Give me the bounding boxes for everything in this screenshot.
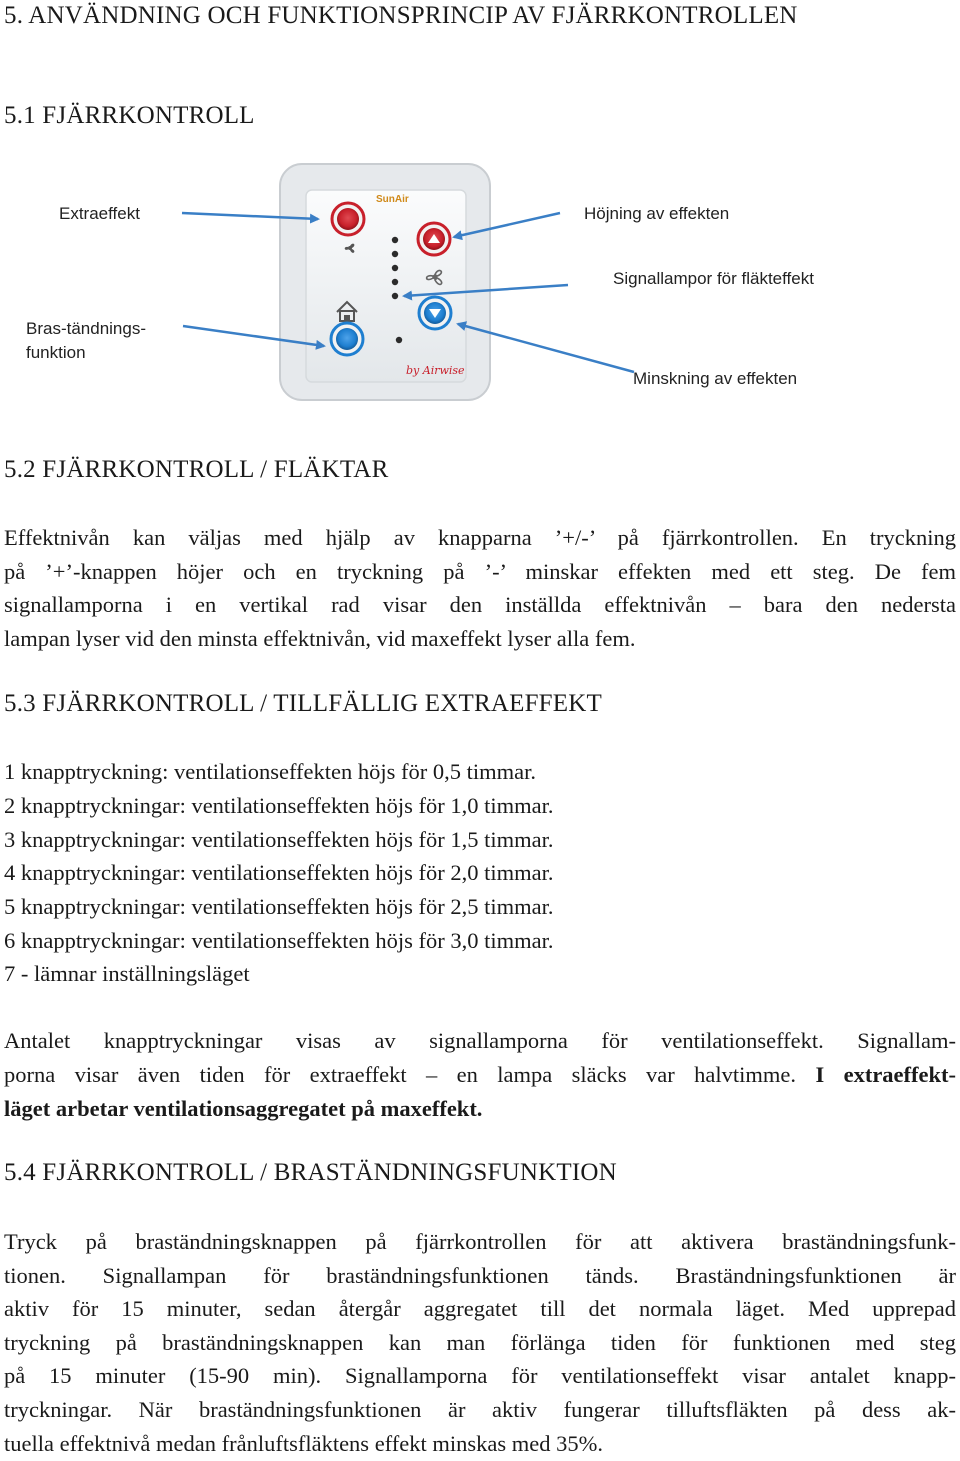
section-5-3-heading: 5.3 FJÄRRKONTROLL / TILLFÄLLIG EXTRAEFFEKT bbox=[4, 690, 602, 717]
paragraph-line: signallamporna i en vertikal rad visar den inställda effektnivån – bara den nedersta bbox=[4, 592, 956, 618]
signal-lamp-5 bbox=[392, 293, 398, 299]
paragraph-bold-text: I extraeffekt- bbox=[815, 1061, 957, 1087]
brand-logo: SunAir bbox=[376, 194, 409, 205]
list-item: 5 knapptryckningar: ventilationseffekten höjs för 2,5 timmar. bbox=[4, 894, 554, 919]
label-signallampor: Signallampor för fläkteffekt bbox=[613, 269, 814, 288]
label-extraeffekt: Extraeffekt bbox=[59, 204, 140, 223]
section-5-4-paragraph bbox=[4, 1225, 956, 1427]
paragraph-line: Antalet knapptryckningar visas av signallamporna för ventilationseffekt. Signallam- bbox=[4, 1028, 956, 1053]
label-hojning: Höjning av effekten bbox=[584, 204, 730, 223]
signature-logo: by Airwise bbox=[406, 364, 465, 377]
signal-lamp-2 bbox=[392, 251, 398, 257]
label-bras-line1: Bras-tändnings- bbox=[26, 319, 147, 338]
label-minskning: Minskning av effekten bbox=[633, 369, 798, 388]
fire-ignition-button-face bbox=[336, 328, 358, 350]
paragraph-line: aktiv för 15 minuter, sedan återgår aggregatet till det normala läget. Med upprepad bbox=[4, 1296, 956, 1322]
paragraph-line-last: lampan lyser vid den minsta effektnivån, vid maxeffekt lyser alla fem. bbox=[4, 626, 636, 651]
paragraph-line: på ’+’-knappen höjer och en tryckning på ’-’ minskar effekten med ett steg. De fem bbox=[4, 558, 956, 584]
fire-signal-lamp bbox=[396, 337, 402, 343]
section-5-3-paragraph bbox=[4, 1024, 956, 1091]
signal-lamp-4 bbox=[392, 279, 398, 285]
section-5-2-paragraph bbox=[4, 521, 956, 622]
paragraph-line: Tryck på braständningsknappen på fjärrkontrollen för att aktivera braständningsfunk- bbox=[4, 1229, 956, 1254]
remote-panel bbox=[306, 190, 466, 382]
paragraph-line-mixed bbox=[4, 1058, 956, 1092]
list-item: 7 - lämnar inställningsläget bbox=[4, 961, 250, 986]
label-bras-line2: funktion bbox=[26, 343, 86, 362]
signal-lamp-3 bbox=[392, 265, 398, 271]
list-item: 4 knapptryckningar: ventilationseffekten höjs för 2,0 timmar. bbox=[4, 860, 554, 885]
paragraph-line: på 15 minuter (15-90 min). Signallamporna för ventilationseffekt visar antalet knapp- bbox=[4, 1363, 956, 1389]
paragraph-bold-line: läget arbetar ventilationsaggregatet på maxeffekt. bbox=[4, 1096, 483, 1121]
paragraph-line: tryckning på braständningsknappen kan man förlänga tiden för funktionen med steg bbox=[4, 1329, 956, 1355]
paragraph-line: tionen. Signallampan för braständningsfunktionen tänds. Braständningsfunktionen är bbox=[4, 1262, 956, 1288]
list-item: 6 knapptryckningar: ventilationseffekten höjs för 3,0 timmar. bbox=[4, 928, 554, 953]
section-5-1-heading: 5.1 FJÄRRKONTROLL bbox=[4, 102, 255, 129]
list-item: 1 knapptryckning: ventilationseffekten höjs för 0,5 timmar. bbox=[4, 759, 536, 784]
remote-control-illustration bbox=[0, 150, 960, 410]
paragraph-line-last: tuella effektnivå medan frånluftsfläktens effekt minskas med 35%. bbox=[4, 1431, 603, 1456]
paragraph-line: Effektnivån kan väljas med hjälp av knapparna ’+/-’ på fjärrkontrollen. En tryckning bbox=[4, 525, 956, 550]
paragraph-line: tryckningar. När braständningsfunktionen är aktiv fungerar tilluftsfläkten på dess ak- bbox=[4, 1396, 956, 1422]
list-item: 3 knapptryckningar: ventilationseffekten höjs för 1,5 timmar. bbox=[4, 827, 554, 852]
section-5-heading: 5. ANVÄNDNING OCH FUNKTIONSPRINCIP AV FJÄRRKONTROLLEN bbox=[4, 2, 798, 29]
list-item: 2 knapptryckningar: ventilationseffekten höjs för 1,0 timmar. bbox=[4, 793, 554, 818]
paragraph-text: porna visar även tiden för extraeffekt – en lampa släcks var halvtimme. bbox=[4, 1061, 797, 1087]
extra-effect-button-face bbox=[337, 208, 359, 230]
section-5-2-heading: 5.2 FJÄRRKONTROLL / FLÄKTAR bbox=[4, 456, 389, 483]
signal-lamp-1 bbox=[392, 237, 398, 243]
remote-control-figure bbox=[0, 150, 960, 410]
section-5-4-heading: 5.4 FJÄRRKONTROLL / BRASTÄNDNINGSFUNKTION bbox=[4, 1159, 617, 1186]
